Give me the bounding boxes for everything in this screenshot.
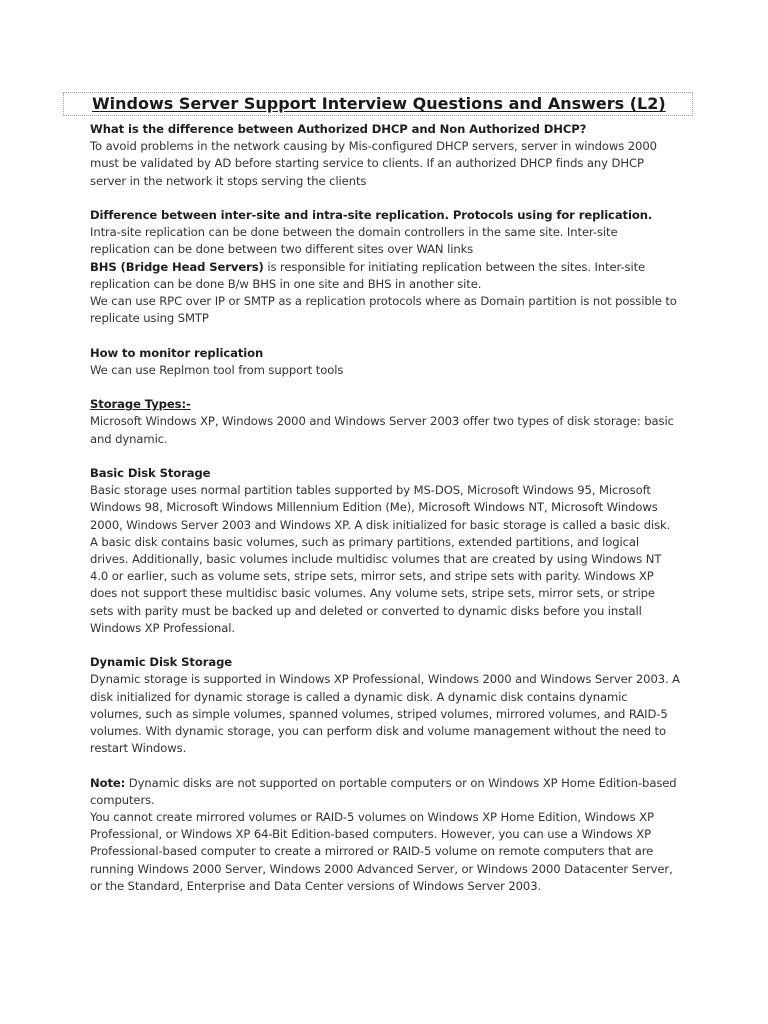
answer-dhcp: To avoid problems in the network causing by Mis-configured DHCP servers, server in windows 2000 must be validated by AD before starting service to clients. If an authorized DHCP finds any DHCP server in the network it stops serving the clients — [90, 139, 657, 188]
heading-storage-types: Storage Types:- — [90, 397, 191, 412]
answer-replication-bhs — [90, 259, 680, 293]
note-paragraph — [90, 775, 680, 809]
document-title: Windows Server Support Interview Questions and Answers (L2) — [92, 94, 666, 113]
title-box — [63, 92, 693, 116]
question-monitor-replication: How to monitor replication — [90, 345, 264, 360]
bhs-text: is responsible for initiating replication between the sites. Inter-site replication can be done B/w BHS in one site and BHS in another site. — [90, 259, 646, 291]
heading-dynamic-disk: Dynamic Disk Storage — [90, 655, 233, 670]
question-replication: Difference between inter-site and intra-site replication. Protocols using for replication. — [90, 208, 653, 222]
text-mirrored-raid: You cannot create mirrored volumes or RAID-5 volumes on Windows XP Home Edition, Windows XP Professional, or Windows XP 64-Bit Edition-based computers. However, you can use a Windows XP Professional-based computer to create a mirrored or RAID-5 volume on remote computers that are running Windows 2000 Server, Windows 2000 Advanced Server, or Windows 2000 Datacenter Server, or the Standard, Enterprise and Data Center versions of Windows Server 2003. — [90, 810, 673, 893]
note-label: Note: — [90, 775, 126, 790]
heading-basic-disk: Basic Disk Storage — [90, 466, 211, 480]
question-dhcp: What is the difference between Authorized DHCP and Non Authorized DHCP? — [90, 122, 587, 136]
note-text: Dynamic disks are not supported on portable computers or on Windows XP Home Edition-based computers. — [90, 775, 677, 807]
text-storage-types: Microsoft Windows XP, Windows 2000 and Windows Server 2003 offer two types of disk storage: basic and dynamic. — [90, 414, 674, 446]
text-dynamic-disk: Dynamic storage is supported in Windows XP Professional, Windows 2000 and Windows Server 2003. A disk initialized for dynamic storage is called a dynamic disk. A dynamic disk contains dynamic volumes, such as simple volumes, spanned volumes, striped volumes, mirrored volumes, and RAID-5 volumes. With dynamic storage, you can perform disk and volume management without the need to restart Windows. — [90, 672, 681, 756]
text-basic-disk: Basic storage uses normal partition tables supported by MS-DOS, Microsoft Windows 95, Microsoft Windows 98, Microsoft Windows Millennium Edition (Me), Microsoft Windows NT, Microsoft Windows 2000, Windows Server 2003 and Windows XP. A disk initialized for basic storage is called a basic disk. A basic disk contains basic volumes, such as primary partitions, extended partitions, and logical drives. Additionally, basic volumes include multidisc volumes that are created by using Windows NT 4.0 or earlier, such as volume sets, stripe sets, mirror sets, and stripe sets with parity. Windows XP does not support these multidisc basic volumes. Any volume sets, stripe sets, mirror sets, or stripe sets with parity must be backed up and deleted or converted to dynamic disks before you install Windows XP Professional. — [90, 483, 671, 635]
bhs-label: BHS (Bridge Head Servers) — [90, 259, 264, 274]
answer-monitor-replication: We can use Replmon tool from support tools — [90, 362, 344, 377]
answer-replication-protocols: We can use RPC over IP or SMTP as a replication protocols where as Domain partition is not possible to replicate using SMTP — [90, 294, 677, 326]
document-content — [90, 121, 680, 895]
answer-replication-intra: Intra-site replication can be done between the domain controllers in the same site. Inter-site replication can be done between two different sites over WAN links — [90, 225, 618, 257]
